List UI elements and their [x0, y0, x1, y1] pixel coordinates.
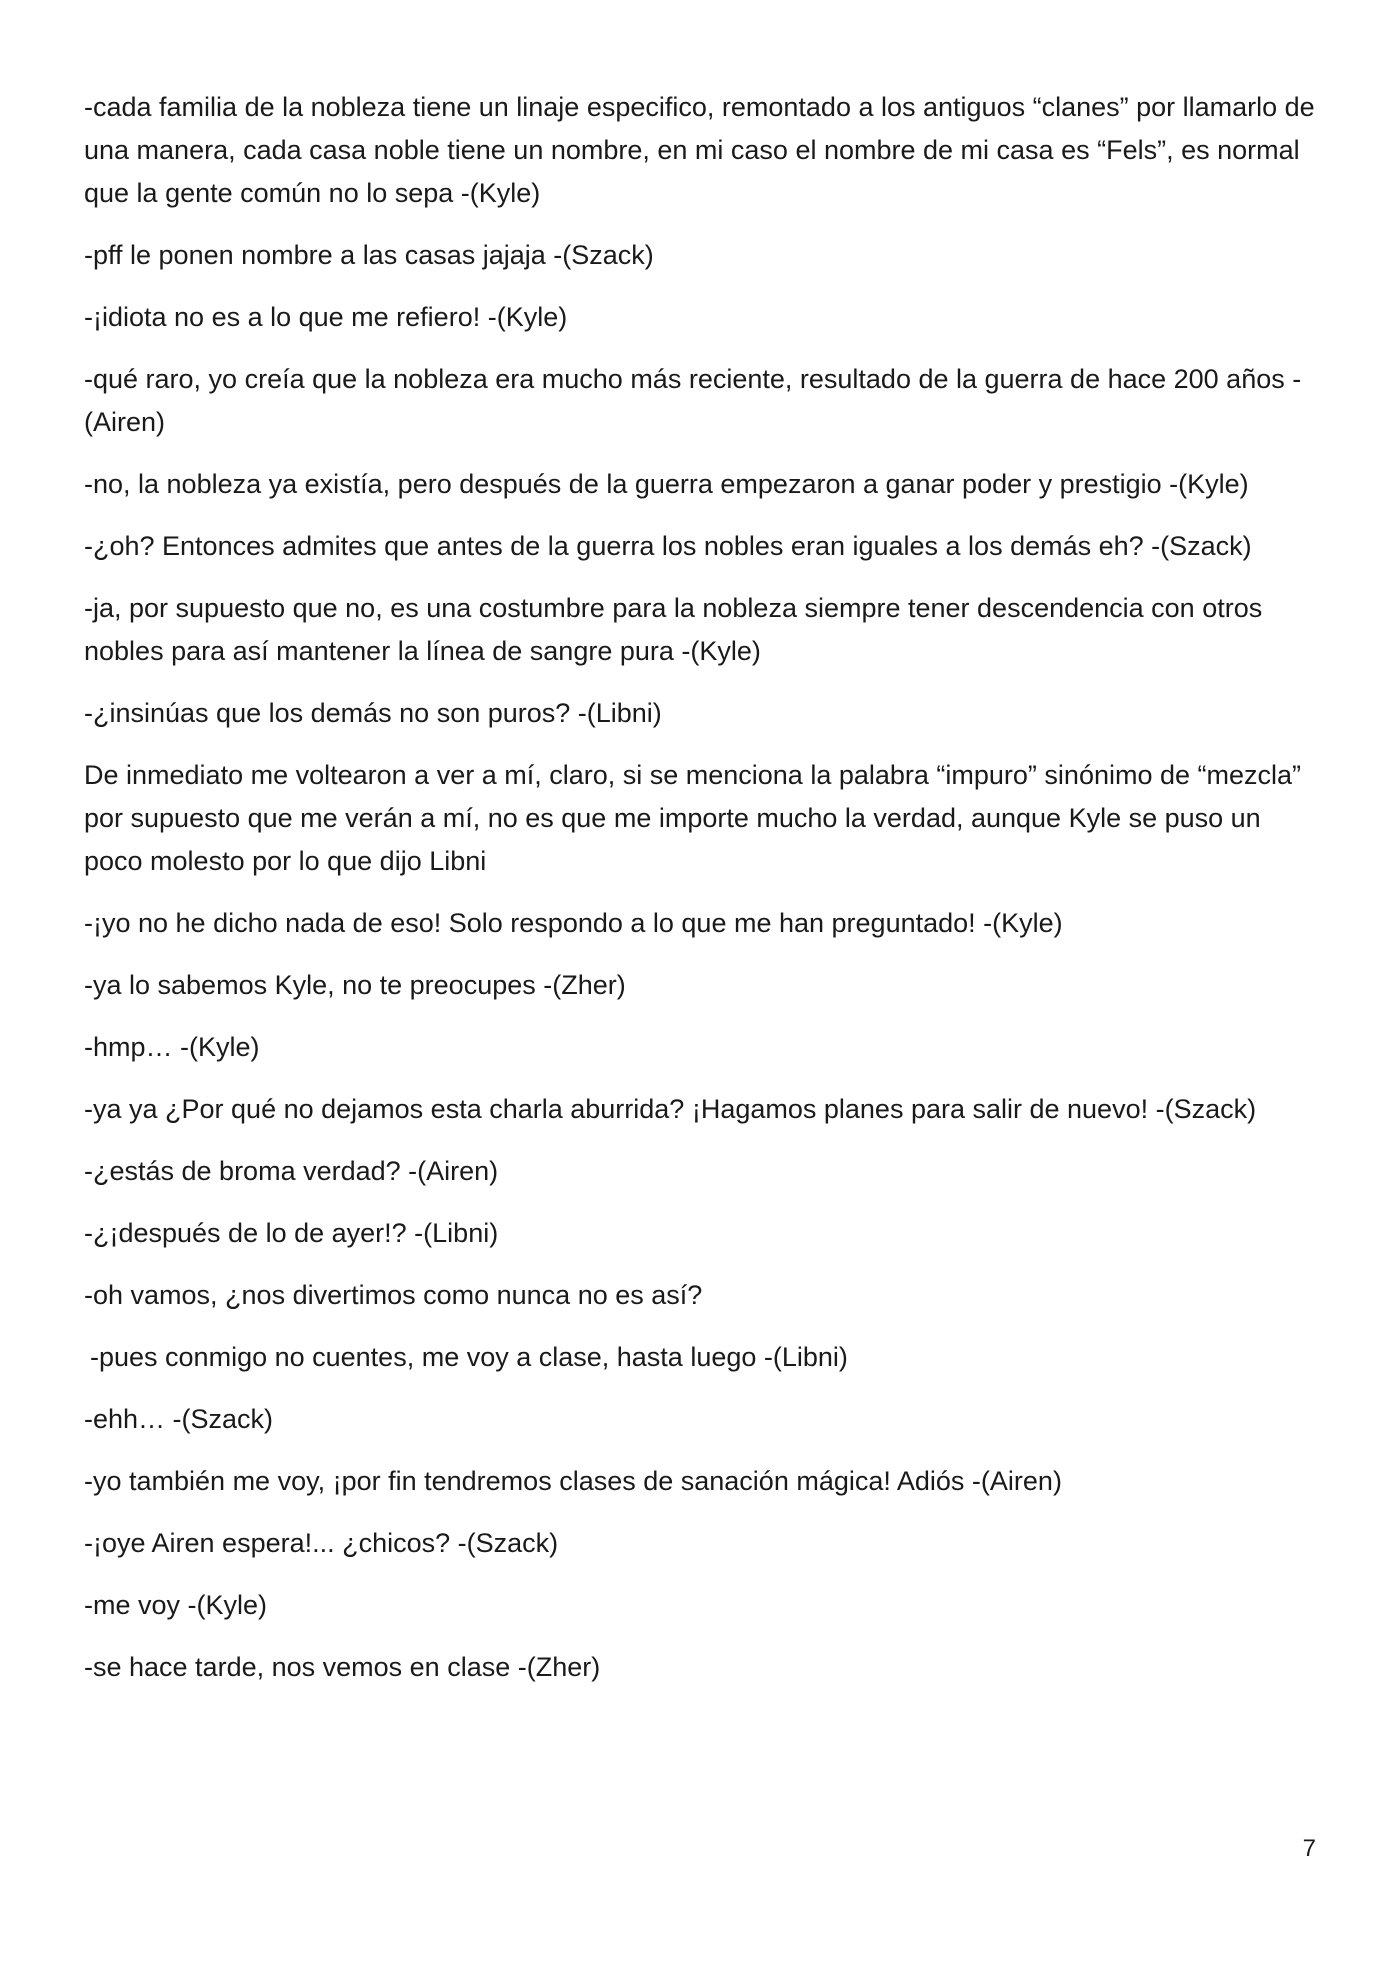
paragraph: -yo también me voy, ¡por fin tendremos clases de sanación mágica! Adiós -(Airen): [84, 1466, 1062, 1496]
paragraph: -no, la nobleza ya existía, pero después de la guerra empezaron a ganar poder y prestigio -(Kyle): [84, 469, 1249, 499]
paragraph: -hmp… -(Kyle): [84, 1032, 260, 1062]
paragraph: -pff le ponen nombre a las casas jajaja -(Szack): [84, 240, 654, 270]
paragraph: De inmediato me voltearon a ver a mí, claro, si se menciona la palabra “impuro” sinónimo de “mezcla” por supuesto que me verán a mí, no es que me importe mucho la verdad, aunque Kyle se puso un poco molesto por lo que dijo Libni: [84, 760, 1302, 876]
paragraph: -se hace tarde, nos vemos en clase -(Zher): [84, 1652, 601, 1682]
paragraph: -ya ya ¿Por qué no dejamos esta charla aburrida? ¡Hagamos planes para salir de nuevo! -(Szack): [84, 1094, 1257, 1124]
paragraph: -ja, por supuesto que no, es una costumbre para la nobleza siempre tener descendencia con otros nobles para así mantener la línea de sangre pura -(Kyle): [84, 593, 1263, 666]
paragraph: -¡idiota no es a lo que me refiero! -(Kyle): [84, 302, 568, 332]
paragraph: -¡yo no he dicho nada de eso! Solo respondo a lo que me han preguntado! -(Kyle): [84, 908, 1063, 938]
paragraph: -¡oye Airen espera!... ¿chicos? -(Szack): [84, 1528, 559, 1558]
paragraph: -oh vamos, ¿nos divertimos como nunca no es así?: [84, 1280, 703, 1310]
paragraph: -ya lo sabemos Kyle, no te preocupes -(Zher): [84, 970, 626, 1000]
paragraph: -pues conmigo no cuentes, me voy a clase, hasta luego -(Libni): [90, 1342, 848, 1372]
paragraph: -¿estás de broma verdad? -(Airen): [84, 1156, 499, 1186]
paragraph: -¿¡después de lo de ayer!? -(Libni): [84, 1218, 499, 1248]
paragraph: -me voy -(Kyle): [84, 1590, 268, 1620]
paragraph: -cada familia de la nobleza tiene un linaje especifico, remontado a los antiguos “clanes” por llamarlo de una manera, cada casa noble tiene un nombre, en mi caso el nombre de mi casa es “Fels”, es normal que la gente común no lo sepa -(Kyle): [84, 92, 1315, 208]
page-number: 7: [1302, 1835, 1316, 1862]
paragraph: -¿insinúas que los demás no son puros? -(Libni): [84, 698, 662, 728]
paragraph: -qué raro, yo creía que la nobleza era mucho más reciente, resultado de la guerra de hace 200 años -(Airen): [84, 364, 1302, 437]
paragraph: -ehh… -(Szack): [84, 1404, 274, 1434]
paragraph: -¿oh? Entonces admites que antes de la guerra los nobles eran iguales a los demás eh? -(Szack): [84, 531, 1252, 561]
